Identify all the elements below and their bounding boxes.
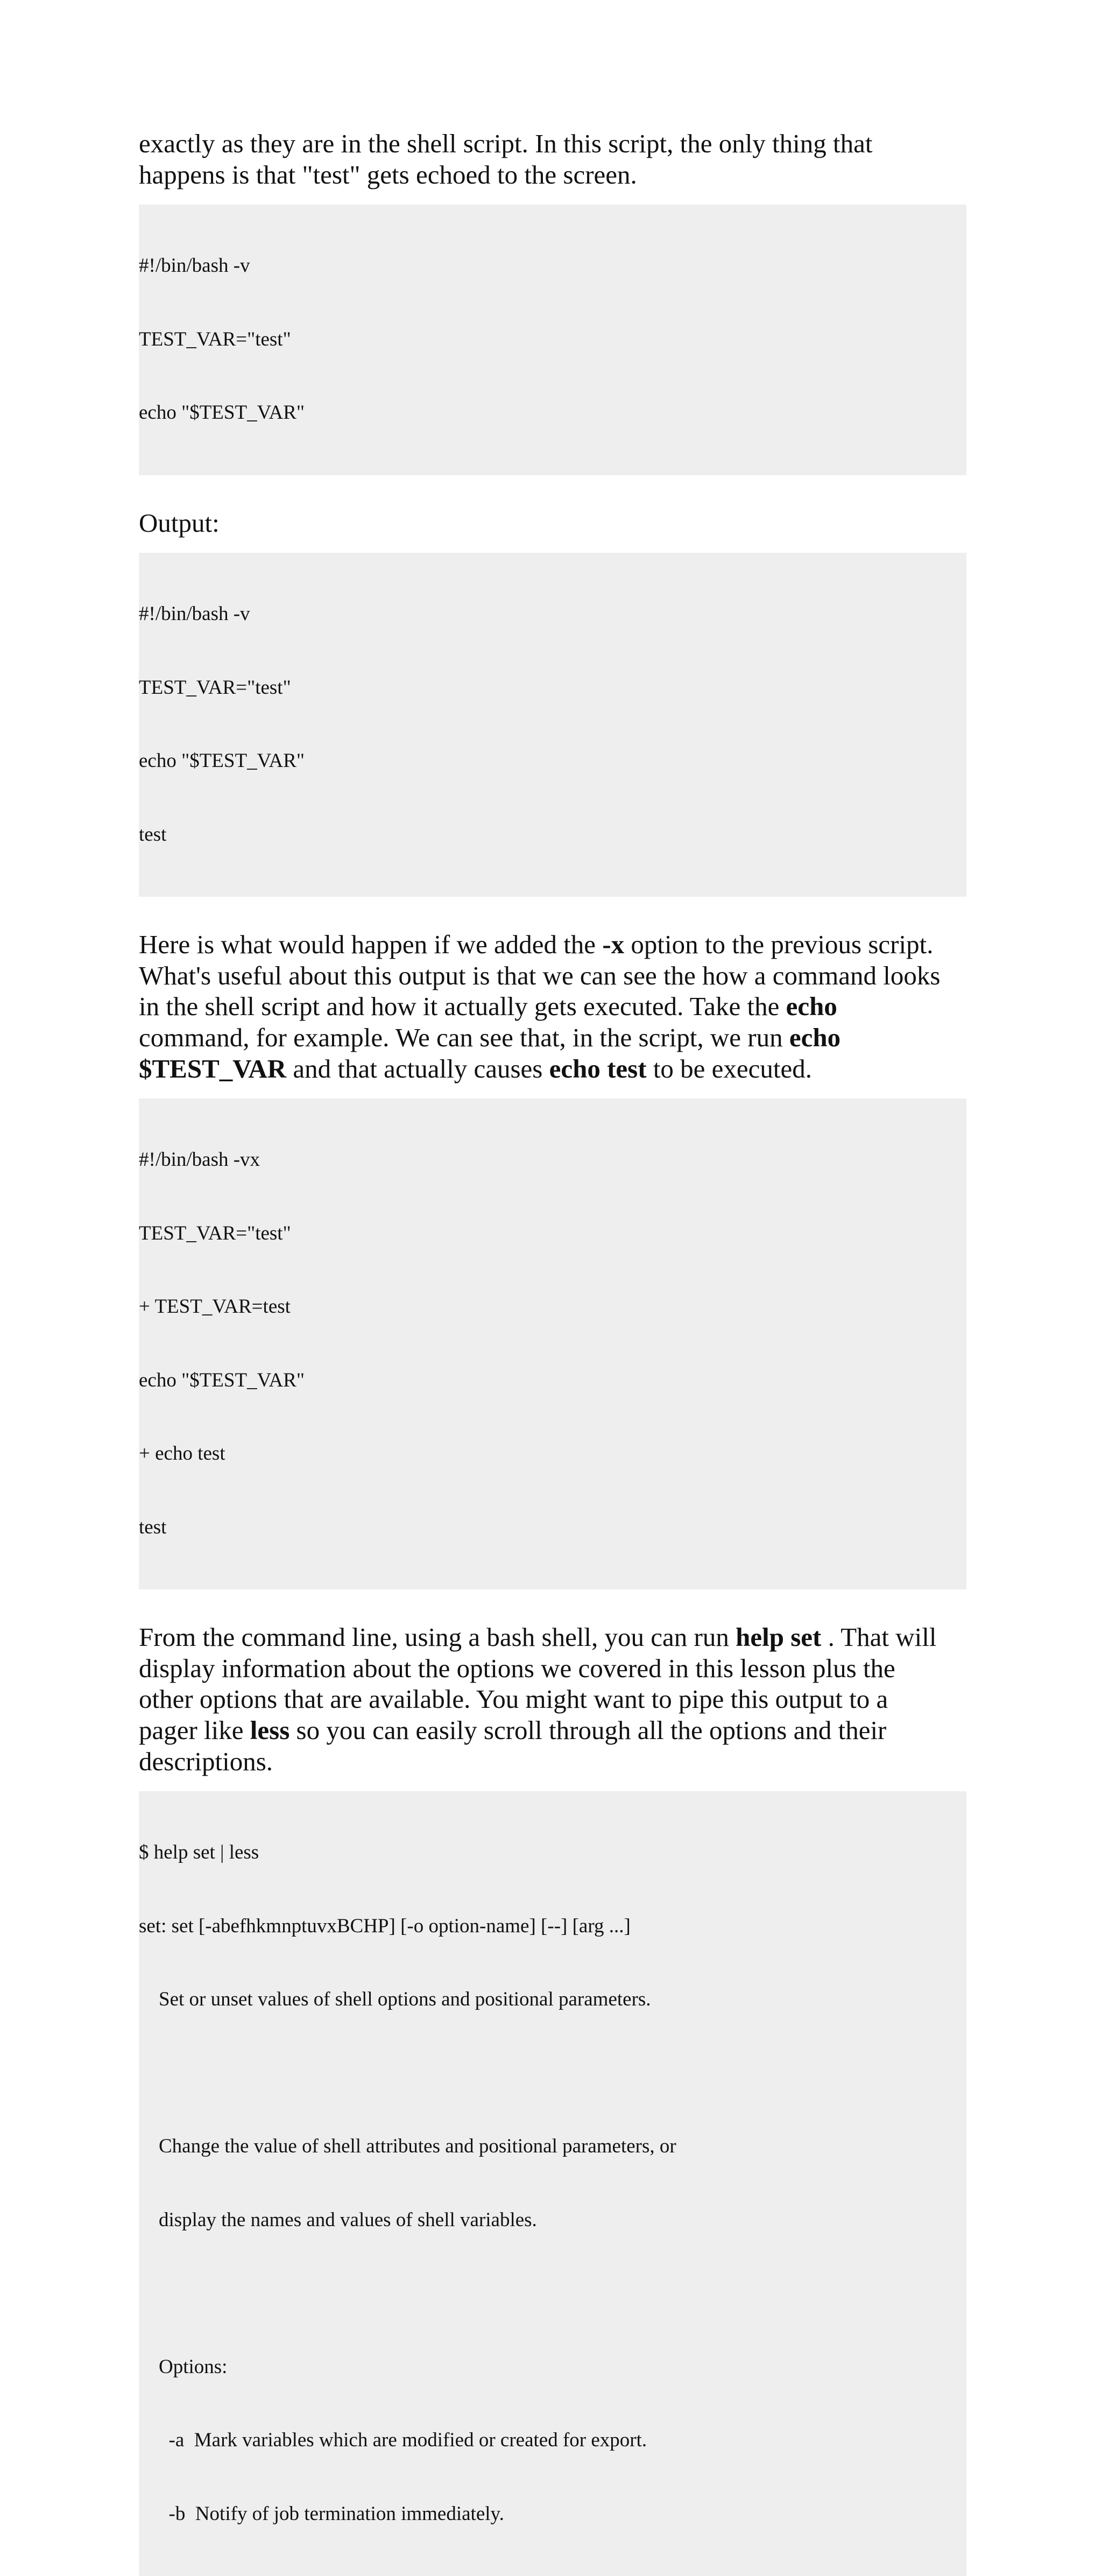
- code-line: test: [139, 1516, 167, 1538]
- code-block-output-v: [139, 553, 966, 897]
- code-block-help-set: [139, 1791, 966, 2576]
- text-run: pager like: [139, 1715, 250, 1746]
- code-line: -a Mark variables which are modified or created for export.: [139, 2429, 647, 2452]
- code-line: echo "$TEST_VAR": [139, 1369, 305, 1391]
- text-run: other options that are available. You might want to pipe this output to a: [139, 1684, 888, 1714]
- text-run: Here is what would happen if we added the: [139, 930, 603, 960]
- text-run: to be executed.: [646, 1053, 813, 1083]
- code-line: $ help set | less: [139, 1841, 259, 1864]
- text-run: From the command line, using a bash shell, you can run: [139, 1622, 736, 1652]
- code-line: + TEST_VAR=test: [139, 1296, 291, 1318]
- code-line: [139, 2281, 966, 2306]
- text-run: What's useful about this output is that we can see the how a command looks: [139, 960, 941, 990]
- code-line: Set or unset values of shell options and positional parameters.: [139, 1988, 651, 2011]
- code-line: -b Notify of job termination immediately.: [139, 2502, 504, 2525]
- bold-term: echo: [789, 1023, 841, 1053]
- text-run: so you can easily scroll through all the options and their: [289, 1715, 887, 1746]
- paragraph-help-set: [139, 1622, 966, 1777]
- code-line: #!/bin/bash -v: [139, 255, 250, 277]
- code-line: display the names and values of shell variables.: [139, 2208, 537, 2231]
- text-run: in the shell script and how it actually gets executed. Take the: [139, 991, 786, 1022]
- text-run: option to the previous script.: [624, 930, 934, 960]
- text-run: . That will: [821, 1622, 937, 1652]
- code-block-script-v: [139, 205, 966, 475]
- bold-term: $TEST_VAR: [139, 1053, 287, 1083]
- paragraph-line: happens is that "test" gets echoed to the screen.: [139, 159, 637, 189]
- text-run: and that actually causes: [286, 1053, 549, 1083]
- text-run: descriptions.: [139, 1746, 273, 1776]
- paragraph-line: exactly as they are in the shell script. In this script, the only thing that: [139, 129, 873, 158]
- bold-term: -x: [602, 930, 625, 960]
- code-block-output-vx: [139, 1099, 966, 1589]
- output-label: Output:: [139, 508, 220, 538]
- paragraph-intro: [139, 128, 966, 190]
- code-line: TEST_VAR="test": [139, 676, 291, 699]
- paragraph-output-label: [139, 508, 966, 539]
- bold-term: echo test: [549, 1053, 647, 1083]
- code-line: #!/bin/bash -v: [139, 603, 250, 625]
- text-run: display information about the options we covered in this lesson plus the: [139, 1653, 895, 1683]
- bold-term: help set: [736, 1622, 822, 1652]
- text-run: command, for example. We can see that, in the script, we run: [139, 1023, 789, 1053]
- code-line: echo "$TEST_VAR": [139, 402, 305, 424]
- code-line: + echo test: [139, 1442, 225, 1465]
- document-page: [139, 128, 966, 2576]
- bold-term: less: [250, 1715, 290, 1746]
- paragraph-x-option: [139, 929, 966, 1084]
- code-line: echo "$TEST_VAR": [139, 750, 305, 772]
- code-line: set: set [-abefhkmnptuvxBCHP] [-o option-name] [--] [arg ...]: [139, 1915, 631, 1937]
- code-line: Change the value of shell attributes and positional parameters, or: [139, 2135, 676, 2158]
- code-line: Options:: [139, 2355, 228, 2378]
- code-line: #!/bin/bash -vx: [139, 1149, 260, 1171]
- code-line: [139, 2061, 966, 2086]
- code-line: TEST_VAR="test": [139, 328, 291, 350]
- code-line: test: [139, 823, 167, 846]
- bold-term: echo: [786, 991, 837, 1022]
- code-line: TEST_VAR="test": [139, 1222, 291, 1244]
